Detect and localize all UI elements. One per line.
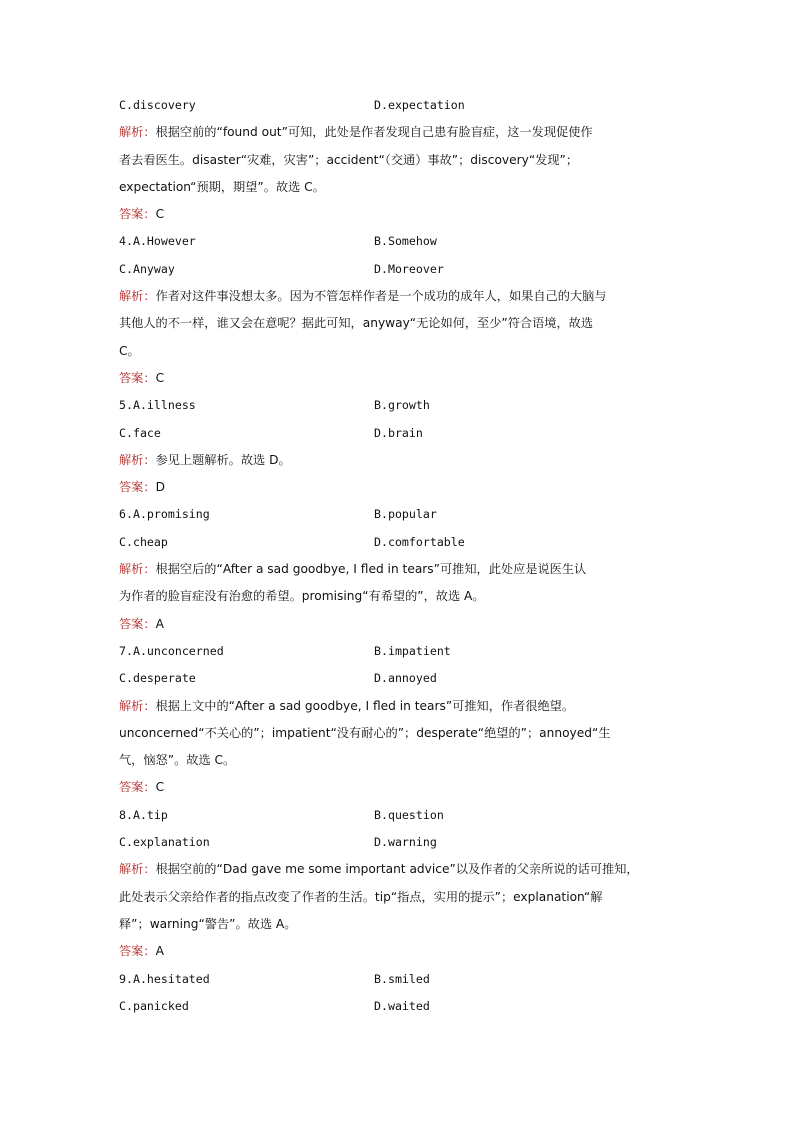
analysis-line (119, 856, 679, 883)
option-d: D.brain (374, 425, 423, 440)
answer-label: 答案： (119, 944, 156, 959)
option-a: 6.A.promising (119, 507, 210, 522)
answer-line (119, 611, 679, 638)
option-b: B.Somehow (374, 234, 437, 249)
document-page (119, 92, 679, 1020)
answer-line (119, 201, 679, 228)
analysis-line (119, 119, 679, 146)
analysis-line: C。 (119, 343, 140, 358)
option-c: C.cheap (119, 534, 168, 549)
options-row (119, 256, 679, 283)
analysis-text: 根据空前的“found out”可知，此处是作者发现自己患有脸盲症，这一发现促使作 (155, 125, 593, 140)
analysis-text: 根据空后的“After a sad goodbye, I fled in tears”可推知，此处应是说医生认 (155, 562, 587, 577)
analysis-line: 为作者的脸盲症没有治愈的希望。promising“有希望的”，故选 A。 (119, 589, 485, 604)
options-row (119, 638, 679, 665)
options-row (119, 993, 679, 1020)
answer-label: 答案： (119, 370, 156, 385)
answer-value: A (155, 616, 164, 631)
options-row (119, 501, 679, 528)
option-c: C.discovery (119, 98, 196, 112)
analysis-line (119, 447, 679, 474)
answer-value: C (155, 207, 165, 222)
analysis-label: 解析： (119, 862, 156, 877)
option-d: D.Moreover (374, 261, 444, 276)
answer-value: D (155, 480, 165, 495)
option-c: C.desperate (119, 671, 196, 686)
option-a: 4.A.However (119, 234, 196, 249)
option-c: C.panicked (119, 998, 189, 1013)
analysis-text: 根据上文中的“After a sad goodbye, I fled in tears”可推知，作者很绝望。 (155, 698, 575, 713)
options-row (119, 392, 679, 419)
option-a: 9.A.hesitated (119, 971, 210, 986)
analysis-label: 解析： (119, 125, 156, 140)
analysis-label: 解析： (119, 452, 156, 467)
analysis-line: unconcerned“不关心的”；impatient“没有耐心的”；desperate“绝望的”；annoyed“生 (119, 725, 611, 740)
answer-label: 答案： (119, 207, 156, 222)
option-d: D.comfortable (374, 534, 465, 549)
answer-label: 答案： (119, 780, 156, 795)
option-d: D.waited (374, 998, 430, 1013)
option-b: B.growth (374, 398, 430, 413)
analysis-label: 解析： (119, 562, 156, 577)
answer-value: C (155, 780, 165, 795)
option-c: C.Anyway (119, 261, 175, 276)
analysis-text: 根据空前的“Dad gave me some important advice”以及作者的父亲所说的话可推知， (155, 862, 639, 877)
option-a: 8.A.tip (119, 807, 168, 822)
option-d: D.warning (374, 835, 437, 850)
options-row (119, 92, 679, 119)
options-row (119, 529, 679, 556)
answer-line (119, 474, 679, 501)
answer-line (119, 774, 679, 801)
analysis-line: 者去看医生。disaster“灾难，灾害”；accident“（交通）事故”；discovery“发现”； (119, 152, 579, 167)
options-row (119, 829, 679, 856)
option-a: 5.A.illness (119, 398, 196, 413)
options-row (119, 802, 679, 829)
analysis-line: 此处表示父亲给作者的指点改变了作者的生活。tip“指点，实用的提示”；explanation“解 (119, 889, 603, 904)
analysis-line: 释”；warning“警告”。故选 A。 (119, 916, 297, 931)
option-b: B.impatient (374, 643, 451, 658)
option-b: B.question (374, 807, 444, 822)
option-b: B.smiled (374, 971, 430, 986)
option-c: C.explanation (119, 835, 210, 850)
analysis-text: 参见上题解析。故选 D。 (155, 452, 291, 467)
analysis-label: 解析： (119, 698, 156, 713)
options-row (119, 228, 679, 255)
options-row (119, 420, 679, 447)
analysis-line (119, 556, 679, 583)
answer-value: A (155, 944, 164, 959)
answer-line (119, 365, 679, 392)
answer-value: C (155, 370, 165, 385)
analysis-line: 其他人的不一样，谁又会在意呢？据此可知，anyway“无论如何，至少”符合语境，故选 (119, 316, 594, 331)
analysis-line: 气，恼怒”。故选 C。 (119, 753, 236, 768)
analysis-line (119, 283, 679, 310)
option-c: C.face (119, 425, 161, 440)
option-d: D.annoyed (374, 671, 437, 686)
analysis-label: 解析： (119, 289, 156, 304)
option-b: B.popular (374, 507, 437, 522)
answer-line (119, 938, 679, 965)
options-row (119, 665, 679, 692)
analysis-line (119, 693, 679, 720)
option-a: 7.A.unconcerned (119, 643, 224, 658)
analysis-text: 作者对这件事没想太多。因为不管怎样作者是一个成功的成年人，如果自己的大脑与 (155, 289, 607, 304)
answer-label: 答案： (119, 616, 156, 631)
options-row (119, 966, 679, 993)
answer-label: 答案： (119, 480, 156, 495)
analysis-line: expectation“预期，期望”。故选 C。 (119, 179, 325, 194)
option-d: D.expectation (374, 98, 465, 112)
